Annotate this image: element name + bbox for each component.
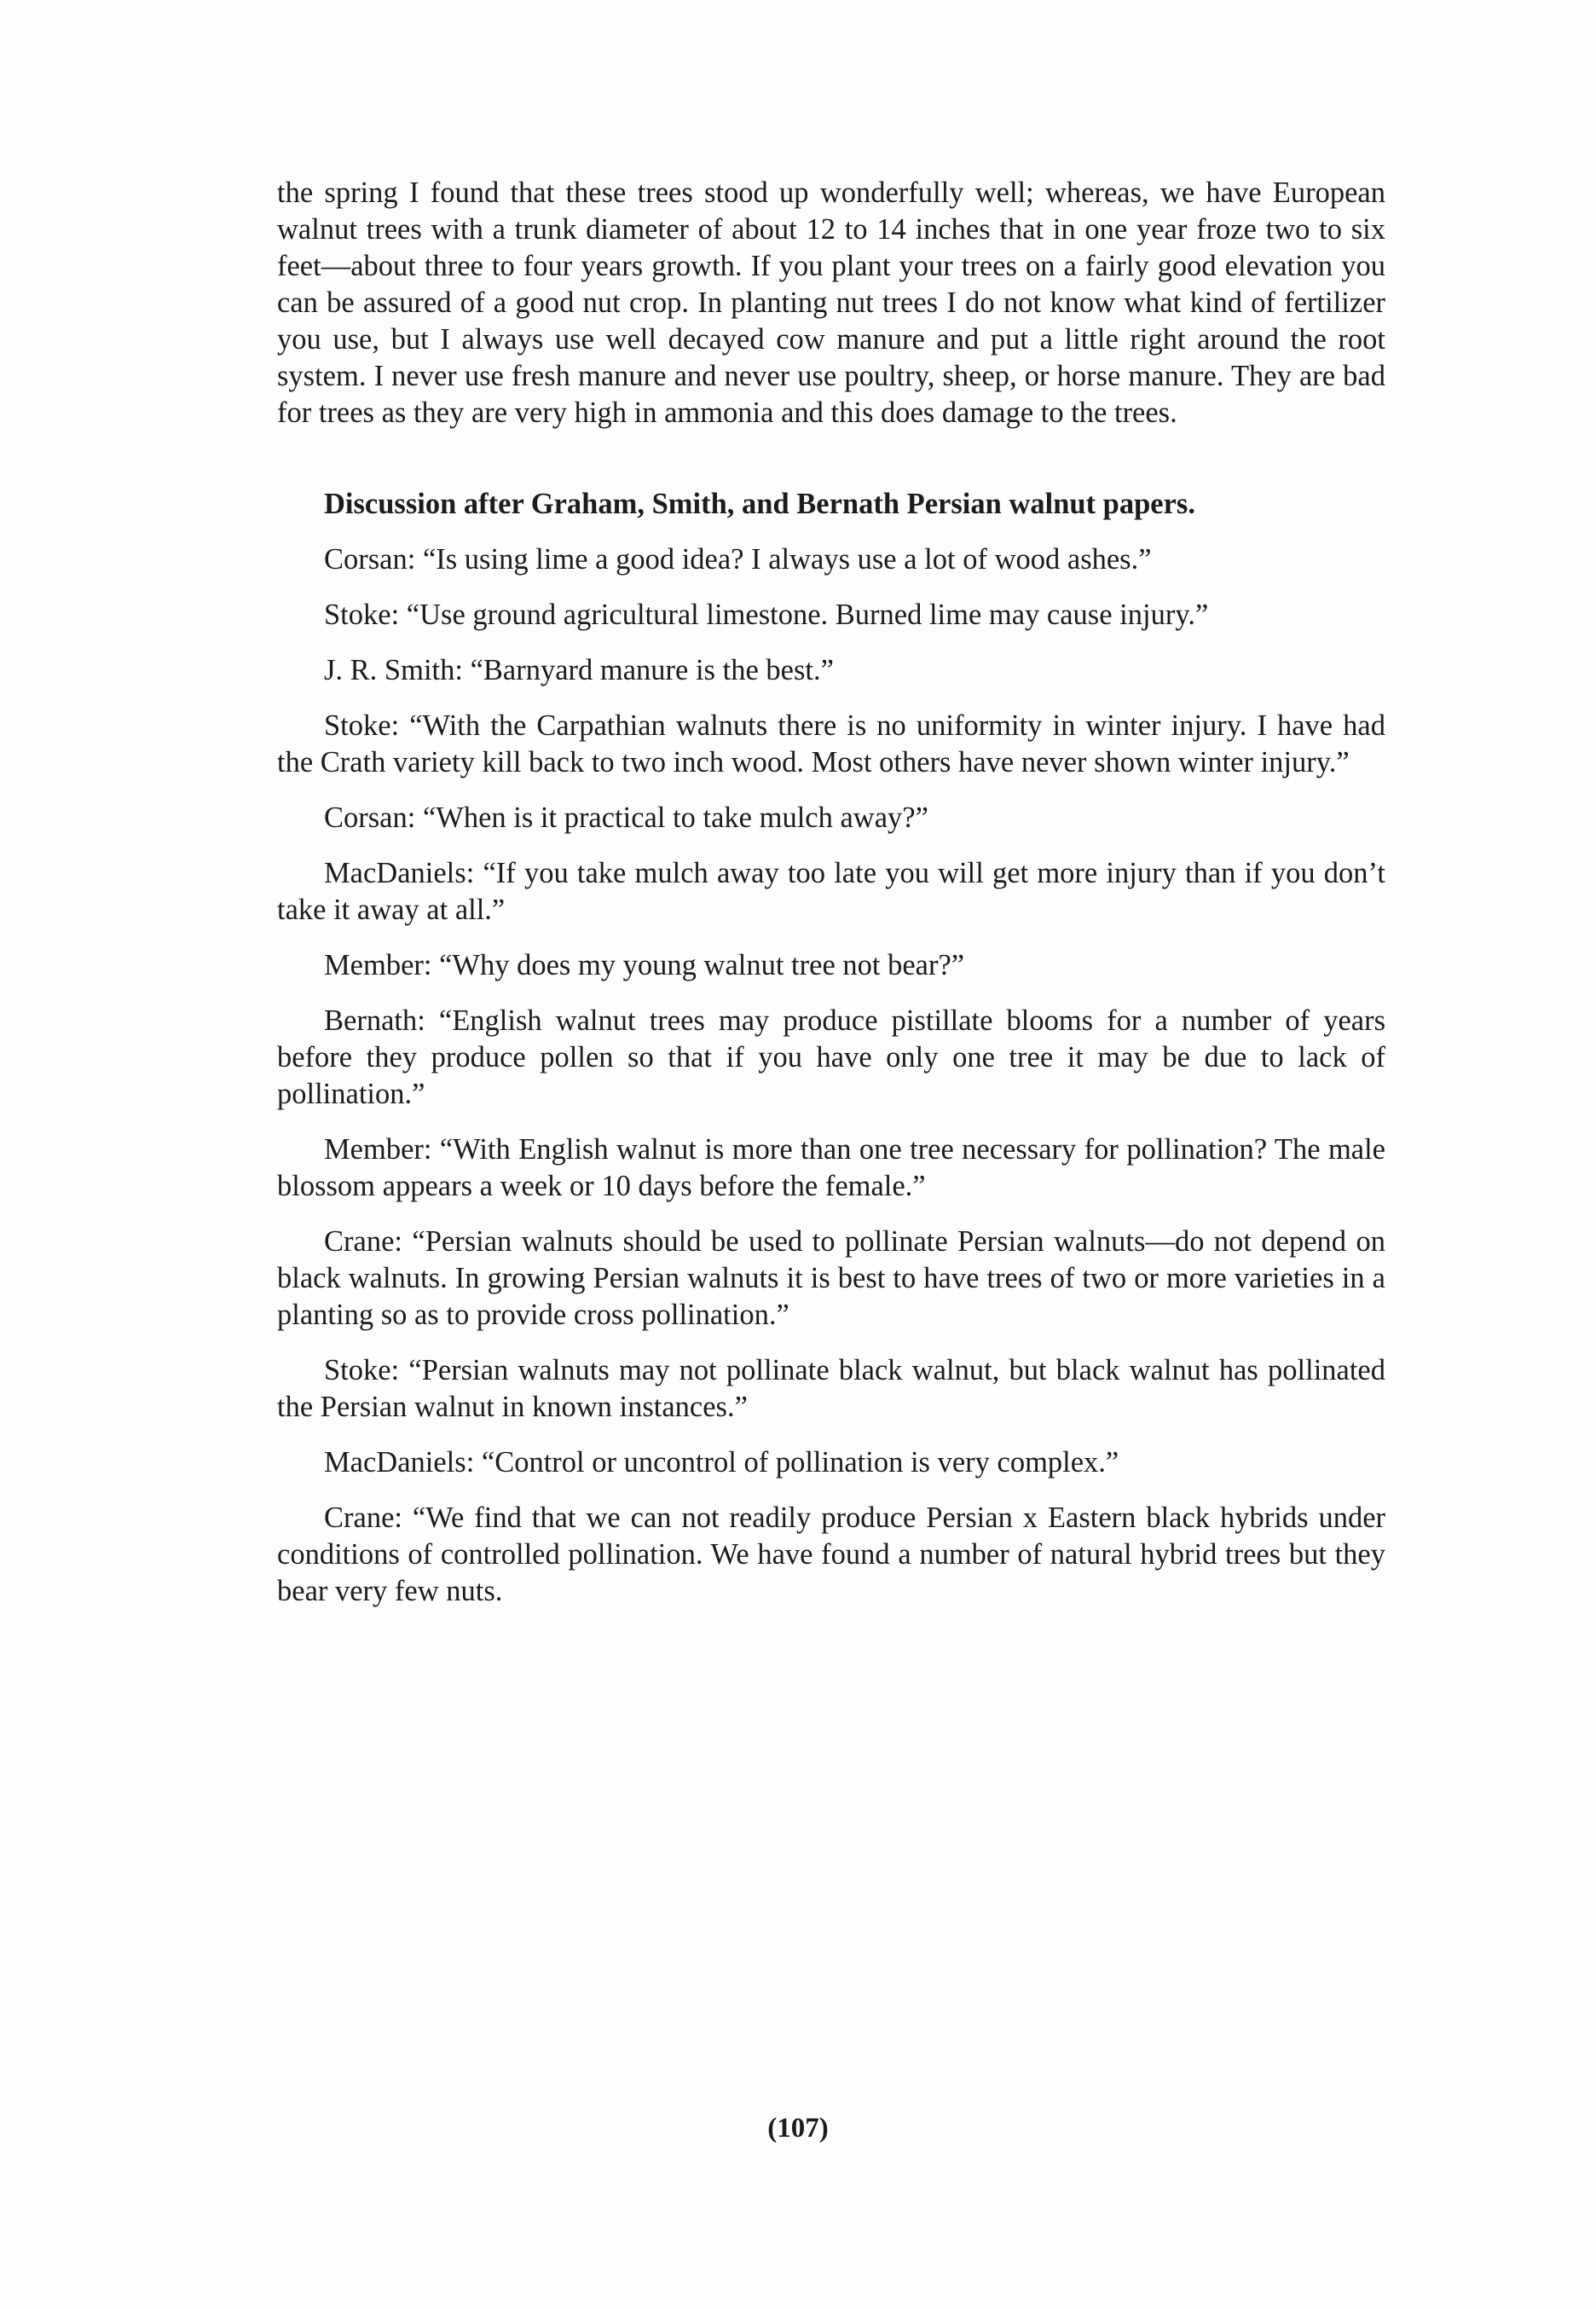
discussion-paragraph: Member: “With English walnut is more than one tree necessary for pollination? The male blossom appears a week or 10 days before the female.” — [277, 1133, 1385, 1202]
discussion-paragraph: MacDaniels: “If you take mulch away too late you will get more injury than if you don’t take it away at all.” — [277, 857, 1385, 926]
discussion-paragraph: MacDaniels: “Control or uncontrol of pollination is very complex.” — [324, 1446, 1119, 1479]
discussion-paragraph: Corsan: “Is using lime a good idea? I always use a lot of wood ashes.” — [324, 543, 1152, 576]
discussion-paragraph: Stoke: “With the Carpathian walnuts there is no uniformity in winter injury. I have had the Crath variety kill back to two inch wood. Most others have never shown winter injury.” — [277, 709, 1385, 778]
discussion-paragraph: Crane: “We find that we can not readily produce Persian x Eastern black hybrids under conditions of controlled pollination. We have found a number of natural hybrid trees but they bear very few nuts. — [277, 1502, 1385, 1607]
page-number: (107) — [767, 2113, 829, 2144]
discussion-paragraph: Bernath: “English walnut trees may produce pistillate blooms for a number of years before they produce pollen so that if you have only one tree it may be due to lack of pollination.” — [277, 1004, 1385, 1110]
section-heading: Discussion after Graham, Smith, and Bernath Persian walnut papers. — [324, 488, 1195, 520]
discussion-paragraph: J. R. Smith: “Barnyard manure is the best.” — [324, 654, 834, 686]
discussion-paragraph: Stoke: “Use ground agricultural limestone. Burned lime may cause injury.” — [324, 599, 1209, 631]
discussion-paragraph: Member: “Why does my young walnut tree not bear?” — [324, 949, 965, 981]
body-text — [277, 175, 1385, 1629]
discussion-paragraph: Corsan: “When is it practical to take mulch away?” — [324, 801, 928, 834]
intro-paragraph: the spring I found that these trees stood up wonderfully well; whereas, we have European walnut trees with a trunk diameter of about 12 to 14 inches that in one year froze two to six feet—about three to four years growth. If you plant your trees on a fairly good elevation you can be assured of a good nut crop. In planting nut trees I do not know what kind of fertilizer you use, but I always use well decayed cow manure and put a little right around the root system. I never use fresh manure and never use poultry, sheep, or horse manure. They are bad for trees as they are very high in ammonia and this does damage to the trees. — [277, 177, 1385, 429]
discussion-paragraph: Stoke: “Persian walnuts may not pollinate black walnut, but black walnut has pollinated the Persian walnut in known instances.” — [277, 1354, 1385, 1423]
discussion-paragraph: Crane: “Persian walnuts should be used to pollinate Persian walnuts—do not depend on black walnuts. In growing Persian walnuts it is best to have trees of two or more varieties in a planting so as to provide cross pollination.” — [277, 1225, 1385, 1331]
